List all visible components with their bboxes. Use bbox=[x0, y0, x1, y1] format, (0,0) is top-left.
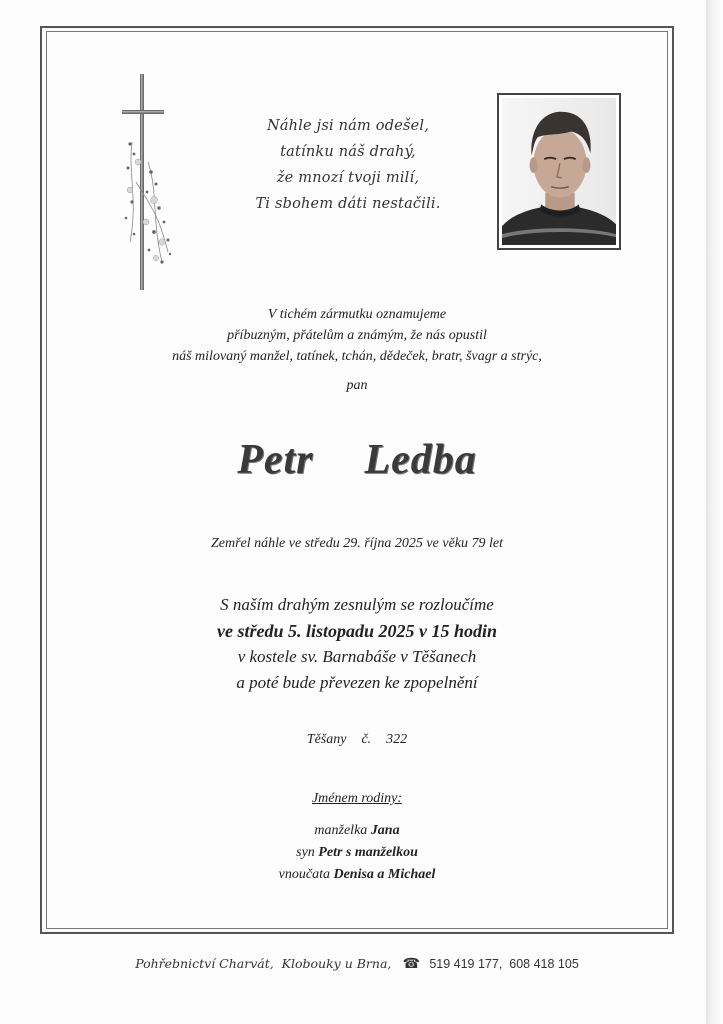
family-heading: Jménem rodiny: bbox=[311, 791, 403, 806]
poem-line: že mnozí tvoji milí, bbox=[276, 170, 420, 186]
family-list bbox=[46, 820, 668, 886]
deceased-name: Petr Ledba bbox=[237, 437, 477, 483]
poem-line: Náhle jsi nám odešel, bbox=[266, 118, 430, 134]
address: Těšany č. 322 bbox=[306, 732, 408, 747]
title-word: pan bbox=[346, 378, 368, 393]
poem-line: Ti sbohem dáti nestačili. bbox=[255, 196, 441, 212]
funeral-company: Pohřebnictví Charvát, Klobouky u Brna, bbox=[135, 956, 392, 971]
funeral-info bbox=[46, 592, 668, 696]
death-notice: Zemřel náhle ve středu 29. října 2025 ve věku 79 let bbox=[211, 536, 503, 551]
announcement-line: příbuzným, přátelům a známým, že nás opustil bbox=[227, 328, 487, 343]
phone-numbers: 519 419 177, 608 418 105 bbox=[429, 957, 579, 971]
funeral-line: S naším drahým zesnulým se rozloučíme bbox=[220, 595, 494, 614]
family-member bbox=[46, 842, 668, 864]
announcement-line: V tichém zármutku oznamujeme bbox=[267, 307, 447, 322]
family-member-relation: manželka bbox=[314, 823, 368, 838]
announcement bbox=[46, 304, 668, 367]
family-member bbox=[46, 864, 668, 886]
family-member-name: Petr s manželkou bbox=[318, 845, 418, 860]
cross-with-flowers-icon bbox=[118, 72, 178, 292]
telephone-icon: ☎ bbox=[402, 957, 421, 972]
family-member-name: Jana bbox=[370, 823, 400, 838]
poem-line: tatínku náš drahý, bbox=[280, 144, 416, 160]
funeral-date: ve středu 5. listopadu 2025 v 15 hodin bbox=[216, 621, 498, 641]
funeral-line: a poté bude převezen ke zpopelnění bbox=[236, 673, 478, 692]
footer bbox=[46, 956, 668, 973]
family-member bbox=[46, 820, 668, 842]
funeral-location: v kostele sv. Barnabáše v Těšanech bbox=[237, 647, 477, 666]
announcement-line: náš milovaný manžel, tatínek, tchán, dědeček, bratr, švagr a strýc, bbox=[172, 349, 542, 364]
portrait-photo bbox=[497, 93, 621, 250]
poem bbox=[228, 113, 468, 217]
scan-edge-shadow bbox=[706, 0, 723, 1024]
family-member-name: Denisa a Michael bbox=[333, 867, 436, 882]
family-member-relation: vnoučata bbox=[278, 867, 330, 882]
family-member-relation: syn bbox=[296, 845, 315, 860]
